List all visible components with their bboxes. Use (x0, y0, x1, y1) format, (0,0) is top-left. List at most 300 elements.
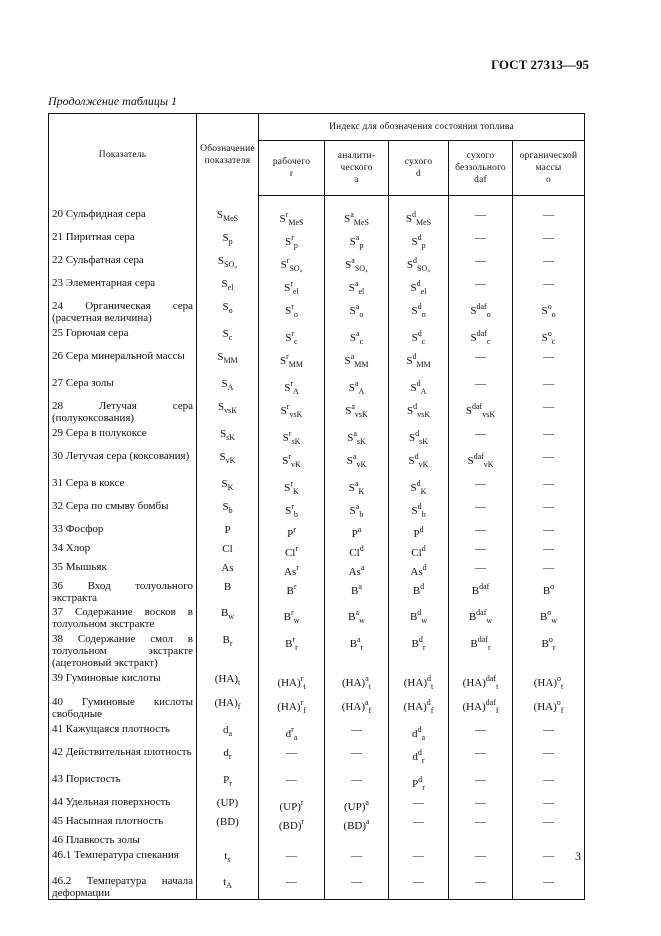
symbol-base: — (543, 850, 554, 862)
symbol-cell (259, 398, 325, 425)
table-row (49, 375, 585, 398)
symbol-cell (259, 475, 325, 498)
symbol (222, 278, 234, 294)
symbol-base: S (406, 405, 414, 417)
symbol-base: S (348, 282, 355, 294)
symbol-cell (513, 398, 585, 425)
symbol-base: (BD) (278, 820, 302, 832)
symbol-cell (197, 832, 259, 847)
symbol-base: — (475, 724, 486, 736)
symbol (543, 562, 554, 574)
symbol-base: (HA) (277, 677, 301, 689)
symbol-cell (449, 252, 513, 275)
symbol-base: P (287, 528, 294, 540)
symbol (543, 774, 554, 786)
symbol-subscript: vK (483, 460, 494, 469)
symbol-subscript: t (237, 678, 241, 687)
symbol-subscript: r (295, 643, 298, 652)
symbol-cell (259, 694, 325, 721)
symbol-base: S (349, 332, 356, 344)
symbol-subscript: a (228, 729, 233, 738)
symbol-base: S (410, 382, 417, 394)
symbol-base: — (475, 816, 486, 828)
symbol (222, 478, 234, 494)
table-row (49, 771, 585, 794)
symbol (284, 607, 300, 627)
symbol-base: S (219, 428, 227, 440)
symbol (284, 278, 299, 298)
symbol (541, 634, 555, 654)
symbol-state-index: o (547, 302, 552, 311)
symbol-cell (259, 832, 325, 847)
symbol-cell (325, 325, 389, 348)
fuel-index-table (48, 113, 585, 900)
symbol-base: — (286, 850, 297, 862)
spacer-row (49, 196, 585, 207)
symbol-cell (449, 873, 513, 900)
symbol-cell (513, 498, 585, 521)
symbol (221, 607, 234, 623)
symbol-cell (449, 832, 513, 847)
symbol-state-index: daf (476, 608, 487, 617)
symbol (475, 797, 486, 809)
symbol (475, 774, 486, 786)
symbol-base: S (285, 236, 292, 248)
symbol-base: B (468, 611, 477, 623)
symbol (413, 524, 423, 540)
symbol-state-index: r (300, 674, 304, 683)
symbol (534, 697, 564, 717)
symbol-state-index: o (550, 582, 555, 591)
table-row (49, 559, 585, 578)
symbol-cell (197, 398, 259, 425)
symbol-base: d (285, 728, 292, 740)
table-row (49, 631, 585, 670)
symbol-state-index: daf (485, 674, 497, 683)
symbol-cell (197, 694, 259, 721)
symbol-state-index: r (293, 525, 296, 534)
symbol-base: — (543, 724, 554, 736)
symbol (349, 378, 364, 398)
symbol-state-index: a (360, 563, 365, 572)
symbol (347, 428, 366, 448)
indicator-cell: 44 Удельная поверхность (49, 794, 197, 813)
symbol-cell (197, 744, 259, 771)
symbol-cell (513, 229, 585, 252)
page-number: 3 (575, 849, 581, 863)
symbol-subscript: vsK (417, 410, 430, 419)
symbol-cell (389, 744, 449, 771)
symbol-subscript: MeS (416, 218, 432, 227)
symbol (543, 724, 554, 736)
symbol-state-index: o (547, 608, 552, 617)
symbol-cell (259, 448, 325, 475)
symbol-state-index: a (355, 302, 360, 311)
symbol-base: d (223, 747, 229, 759)
symbol-state-index: r (288, 452, 291, 461)
symbol-state-index: a (354, 279, 359, 288)
symbol-base: B (541, 638, 549, 650)
symbol-state-index: o (556, 698, 561, 707)
symbol (285, 301, 298, 321)
state-name: сухого (404, 157, 433, 167)
indicator-cell: 26 Сера минеральной массы (49, 348, 197, 375)
symbol (220, 451, 236, 467)
symbol-subscript: p (293, 241, 298, 250)
symbol-base: (BD) (216, 816, 239, 828)
symbol-base: S (279, 355, 287, 367)
symbol-cell (197, 631, 259, 670)
symbol (540, 607, 557, 627)
symbol-base: S (217, 255, 225, 267)
symbol-base: (HA) (462, 677, 486, 689)
symbol-base: S (346, 455, 353, 467)
symbol-cell (389, 559, 449, 578)
symbol-base: B (542, 585, 551, 597)
symbol-state-index: d (412, 210, 416, 219)
symbol-base: S (285, 505, 292, 517)
symbol-cell (449, 475, 513, 498)
symbol-cell (197, 448, 259, 475)
symbol (223, 328, 233, 344)
symbol (349, 278, 364, 298)
symbol (342, 673, 371, 693)
symbol-cell (259, 721, 325, 744)
symbol-cell (389, 229, 449, 252)
symbol-cell (389, 721, 449, 744)
symbol (475, 378, 486, 390)
symbol-base: — (543, 378, 554, 390)
symbol-state-index: r (285, 210, 289, 219)
symbol (218, 255, 237, 271)
symbol-cell (197, 813, 259, 832)
symbol-subscript: t (496, 682, 499, 691)
symbol-cell (197, 847, 259, 873)
symbol-subscript: MM (288, 360, 304, 369)
symbol-base: B (223, 581, 232, 593)
symbol-cell (197, 229, 259, 252)
symbol-subscript: o (486, 310, 491, 319)
symbol-state-index: daf (472, 402, 483, 411)
table-row (49, 847, 585, 873)
symbol (413, 876, 424, 888)
spacer-cell (449, 196, 513, 207)
symbol-base: — (475, 478, 486, 490)
symbol (285, 543, 298, 559)
table-row (49, 206, 585, 229)
symbol-state-index: a (357, 525, 362, 534)
indicator-cell: 30 Летучая сера (коксования) (49, 448, 197, 475)
state-name: сухого беззольного (455, 151, 506, 173)
symbol-cell (325, 540, 389, 559)
symbol-state-index: r (300, 798, 304, 807)
symbol-state-index: a (355, 608, 360, 617)
symbol-subscript: r (229, 639, 233, 648)
symbol-cell (259, 298, 325, 325)
symbol-cell (449, 375, 513, 398)
symbol-subscript: r (229, 779, 232, 788)
symbol-base: — (543, 876, 554, 888)
symbol-state-index: d (417, 608, 422, 617)
table-row (49, 832, 585, 847)
symbol-subscript: el (420, 287, 427, 296)
state-index: r (289, 169, 294, 179)
symbol-base: (HA) (341, 701, 365, 713)
indicator-cell: 24 Органическая сера (расчетная величина) (49, 298, 197, 325)
symbol (543, 524, 554, 536)
symbol-base: S (280, 259, 287, 271)
symbol-subscript: o (293, 310, 298, 319)
symbol-state-index: r (291, 302, 294, 311)
symbol (221, 562, 233, 574)
symbol-subscript: w (228, 612, 235, 621)
symbol-base: B (471, 585, 480, 597)
symbol-subscript: c (486, 337, 491, 346)
symbol (410, 562, 426, 578)
indicator-cell: 37 Содержание восков в толуольном экстракте (49, 604, 197, 631)
state-index: daf (474, 175, 487, 185)
symbol-state-index: a (356, 329, 360, 338)
symbol-subscript: b (228, 506, 233, 515)
symbol-base: d (412, 751, 418, 763)
symbol (286, 747, 297, 759)
table-row (49, 475, 585, 498)
symbol (343, 816, 369, 832)
symbol-base: — (543, 816, 554, 828)
indicator-cell: 38 Содержание смол в толуольном экстракте (ацетоновый экстракт) (49, 631, 197, 670)
symbol-state-index: a (351, 256, 355, 265)
symbol-subscript: s (227, 855, 231, 864)
symbol (350, 501, 364, 521)
symbol-cell (449, 206, 513, 229)
symbol-base: P (413, 528, 420, 540)
symbol-base: — (351, 747, 362, 759)
symbol-base: B (349, 638, 358, 650)
symbol-base: — (413, 876, 424, 888)
symbol-base: S (411, 505, 418, 517)
symbol-base: — (475, 543, 486, 555)
symbol-base: S (221, 278, 228, 290)
symbol (223, 747, 231, 763)
symbol (462, 697, 498, 717)
symbol (284, 378, 299, 398)
symbol-base: — (543, 451, 554, 463)
symbol-cell (513, 348, 585, 375)
symbol-cell (513, 604, 585, 631)
symbol (475, 543, 486, 555)
symbol (216, 816, 239, 828)
symbol-subscript: r (421, 756, 425, 765)
symbol-cell (197, 206, 259, 229)
symbol-base: — (475, 351, 486, 363)
symbol-cell (389, 398, 449, 425)
symbol-cell (259, 521, 325, 540)
symbol-cell (513, 694, 585, 721)
symbol-base: B (411, 638, 419, 650)
symbol-subscript: vsK (482, 410, 496, 419)
symbol-subscript: w (359, 616, 365, 625)
symbol-base: — (543, 255, 554, 267)
symbol-subscript: f (368, 706, 372, 715)
table-row (49, 721, 585, 744)
symbol (475, 724, 486, 736)
symbol (469, 607, 492, 627)
symbol-cell (449, 540, 513, 559)
symbol-cell (259, 813, 325, 832)
indicator-header: Показатель (49, 114, 197, 196)
symbol-cell (513, 631, 585, 670)
symbol-cell (389, 794, 449, 813)
symbol-state-index: d (421, 544, 426, 553)
symbol-cell (449, 771, 513, 794)
symbol-cell (449, 521, 513, 540)
symbol-subscript: MeS (353, 218, 369, 227)
symbol-cell (259, 631, 325, 670)
symbol-cell (513, 425, 585, 448)
symbol-subscript: o (359, 310, 364, 319)
symbol (475, 278, 486, 290)
symbol (287, 524, 296, 540)
symbol-cell (389, 604, 449, 631)
symbol-cell (325, 348, 389, 375)
symbol (349, 478, 364, 498)
symbol (286, 724, 298, 744)
spacer-cell (49, 196, 197, 207)
symbol-cell (259, 873, 325, 900)
symbol-cell (325, 847, 389, 873)
symbol-state-index: r (286, 402, 290, 411)
symbol-base: S (349, 305, 356, 317)
symbol-subscript: SO₄ (289, 264, 303, 273)
indicator-cell: 21 Пиритная сера (49, 229, 197, 252)
symbol (345, 351, 369, 371)
symbol (285, 634, 298, 654)
symbol (413, 581, 424, 597)
symbol-subscript: f (430, 706, 434, 715)
symbol-cell (197, 771, 259, 794)
symbol (541, 301, 555, 321)
table-row (49, 578, 585, 604)
symbol-base: S (348, 482, 355, 494)
symbol (217, 797, 238, 809)
symbol-base: — (543, 278, 554, 290)
table-row (49, 540, 585, 559)
symbol-base: S (222, 501, 229, 513)
symbol-base: — (475, 562, 486, 574)
indicator-cell: 31 Сера в коксе (49, 475, 197, 498)
symbol (224, 850, 230, 866)
symbol-cell (197, 325, 259, 348)
symbol (411, 543, 425, 559)
symbol-cell (259, 794, 325, 813)
symbol-cell (259, 744, 325, 771)
symbol-state-index: a (351, 402, 355, 411)
symbol-base: S (285, 332, 292, 344)
symbol-cell (325, 475, 389, 498)
symbol-cell (325, 578, 389, 604)
symbol (407, 255, 430, 275)
symbol-cell (259, 559, 325, 578)
symbol-subscript: f (237, 702, 241, 711)
symbol-cell (259, 206, 325, 229)
symbol-cell (259, 325, 325, 348)
symbol (412, 774, 425, 794)
symbol-subscript: el (293, 287, 299, 296)
symbol-base: d (222, 724, 229, 736)
symbol-subscript: r (552, 643, 556, 652)
symbol (475, 876, 486, 888)
symbol-cell (513, 771, 585, 794)
symbol-cell (449, 298, 513, 325)
symbol-cell (389, 475, 449, 498)
symbol-cell (325, 559, 389, 578)
symbol-cell (197, 298, 259, 325)
symbol-base: S (216, 209, 223, 221)
symbol (411, 232, 425, 252)
symbol (411, 278, 427, 298)
symbol (222, 543, 232, 555)
table-row (49, 448, 585, 475)
symbol-cell (389, 694, 449, 721)
symbol-cell (197, 721, 259, 744)
state-header (325, 141, 389, 196)
symbol-base: S (470, 332, 477, 344)
symbol (543, 451, 554, 463)
indicator-cell: 41 Кажущаяся плотность (49, 721, 197, 744)
symbol-base: S (221, 478, 228, 490)
symbol (345, 401, 368, 421)
symbol (350, 232, 364, 252)
symbol-state-index: r (292, 635, 296, 644)
symbol-state-index: r (296, 563, 299, 572)
symbol-cell (449, 559, 513, 578)
symbol-state-index: r (288, 429, 292, 438)
symbol-cell (513, 670, 585, 694)
symbol-base: B (470, 638, 478, 650)
symbol-subscript: MM (354, 360, 369, 369)
symbol-cell (449, 694, 513, 721)
symbol (470, 634, 490, 654)
indicator-cell: 35 Мышьяк (49, 559, 197, 578)
symbol (217, 209, 238, 225)
symbol (286, 850, 297, 862)
symbol-subscript: A (358, 387, 365, 396)
symbol (286, 581, 296, 597)
symbol-cell (259, 252, 325, 275)
symbol-subscript: vK (356, 460, 367, 469)
symbol (543, 351, 554, 363)
symbol-base: — (413, 850, 424, 862)
symbol (285, 232, 298, 252)
symbol-base: B (539, 611, 548, 623)
symbol-base: S (405, 213, 412, 225)
symbol-cell (513, 475, 585, 498)
symbol-base: S (465, 405, 472, 417)
symbol-base: S (344, 213, 351, 225)
symbol (285, 328, 297, 348)
symbol-state-index: d (418, 635, 423, 644)
symbol-base: — (543, 562, 554, 574)
symbol-base: — (475, 501, 486, 513)
symbol (280, 209, 304, 229)
symbol-cell (513, 873, 585, 900)
symbol-base: — (543, 797, 554, 809)
symbol-cell (197, 794, 259, 813)
symbol-state-index: a (354, 479, 359, 488)
symbol-subscript: K (293, 487, 299, 496)
symbol-state-index: r (286, 352, 289, 361)
symbol-state-index: r (286, 256, 290, 265)
